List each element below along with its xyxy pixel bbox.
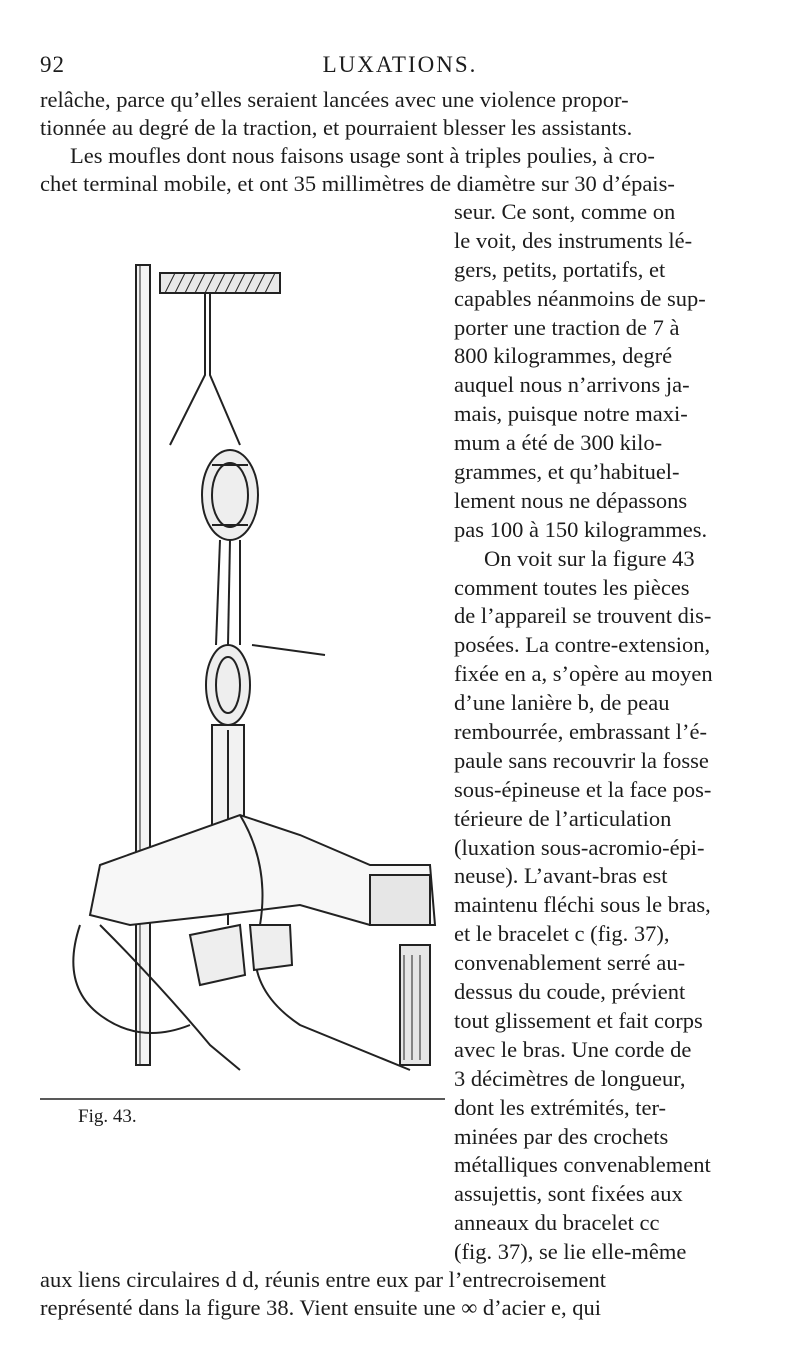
text-line: minées par des crochets [454, 1123, 669, 1149]
text-line: comment toutes les pièces [454, 574, 690, 600]
text-line: maintenu fléchi sous le bras, [454, 892, 711, 918]
text-line: gers, petits, portatifs, et [454, 256, 666, 282]
text-line: grammes, et qu’habituel- [454, 459, 680, 485]
running-title: LUXATIONS. [322, 52, 478, 77]
page-header [40, 52, 760, 82]
text-line: représenté dans la figure 38. Vient ensuite une ∞ d’acier e, qui [40, 1295, 601, 1320]
text-line: convenablement serré au- [454, 950, 686, 976]
text-line: relâche, parce qu’elles seraient lancées avec une violence propor- [40, 87, 629, 112]
text-line: tionnée au degré de la traction, et pourraient blesser les assistants. [40, 115, 633, 140]
text-line: chet terminal mobile, et ont 35 millimètres de diamètre sur 30 d’épais- [40, 171, 675, 196]
text-line: (luxation sous-acromio-épi- [454, 834, 705, 860]
text-line: paule sans recouvrir la fosse [454, 747, 709, 773]
text-line: 3 décimètres de longueur, [454, 1065, 686, 1091]
text-line: fixée en a, s’opère au moyen [454, 661, 713, 687]
text-line: lement nous ne dépassons [454, 487, 688, 513]
pulley-apparatus-engraving [40, 225, 445, 1105]
text-line: sous-épineuse et la face pos- [454, 776, 712, 802]
text-line: de l’appareil se trouvent dis- [454, 603, 712, 629]
text-line: aux liens circulaires d d, réunis entre eux par l’entrecroisement [40, 1267, 607, 1292]
text-line: mais, puisque notre maxi- [454, 401, 688, 427]
text-line: posées. La contre-extension, [454, 632, 711, 658]
text-line: térieure de l’articulation [454, 805, 672, 831]
text-line: avec le bras. Une corde de [454, 1036, 692, 1062]
text-line: mum a été de 300 kilo- [454, 430, 663, 456]
text-line: Les moufles dont nous faisons usage sont à triples poulies, à cro- [70, 143, 655, 168]
text-line: porter une traction de 7 à [454, 314, 680, 340]
text-line: dont les extrémités, ter- [454, 1094, 666, 1120]
text-line: (fig. 37), se lie elle-même [454, 1239, 687, 1265]
text-line: le voit, des instruments lé- [454, 227, 693, 253]
text-line: métalliques convenablement [454, 1152, 711, 1178]
text-line: tout glissement et fait corps [454, 1007, 703, 1033]
text-line: et le bracelet c (fig. 37), [454, 921, 670, 947]
side-column-text [454, 198, 774, 1267]
text-line: seur. Ce sont, comme on [454, 199, 676, 224]
page-number: 92 [40, 52, 65, 77]
text-line: d’une lanière b, de peau [454, 690, 670, 716]
text-line: 800 kilogrammes, degré [454, 343, 673, 369]
text-line: pas 100 à 150 kilogrammes. [454, 516, 708, 542]
text-line: auquel nous n’arrivons ja- [454, 372, 690, 398]
text-line: anneaux du bracelet cc [454, 1210, 660, 1236]
text-line: neuse). L’avant-bras est [454, 863, 668, 889]
figure-43-illustration [40, 225, 445, 1105]
text-line: capables néanmoins de sup- [454, 285, 706, 311]
text-line: On voit sur la figure 43 [484, 545, 695, 571]
text-line: dessus du coude, prévient [454, 979, 686, 1005]
text-line: assujettis, sont fixées aux [454, 1181, 683, 1207]
text-line: rembourrée, embrassant l’é- [454, 719, 708, 745]
figure-caption: Fig. 43. [78, 1106, 137, 1127]
